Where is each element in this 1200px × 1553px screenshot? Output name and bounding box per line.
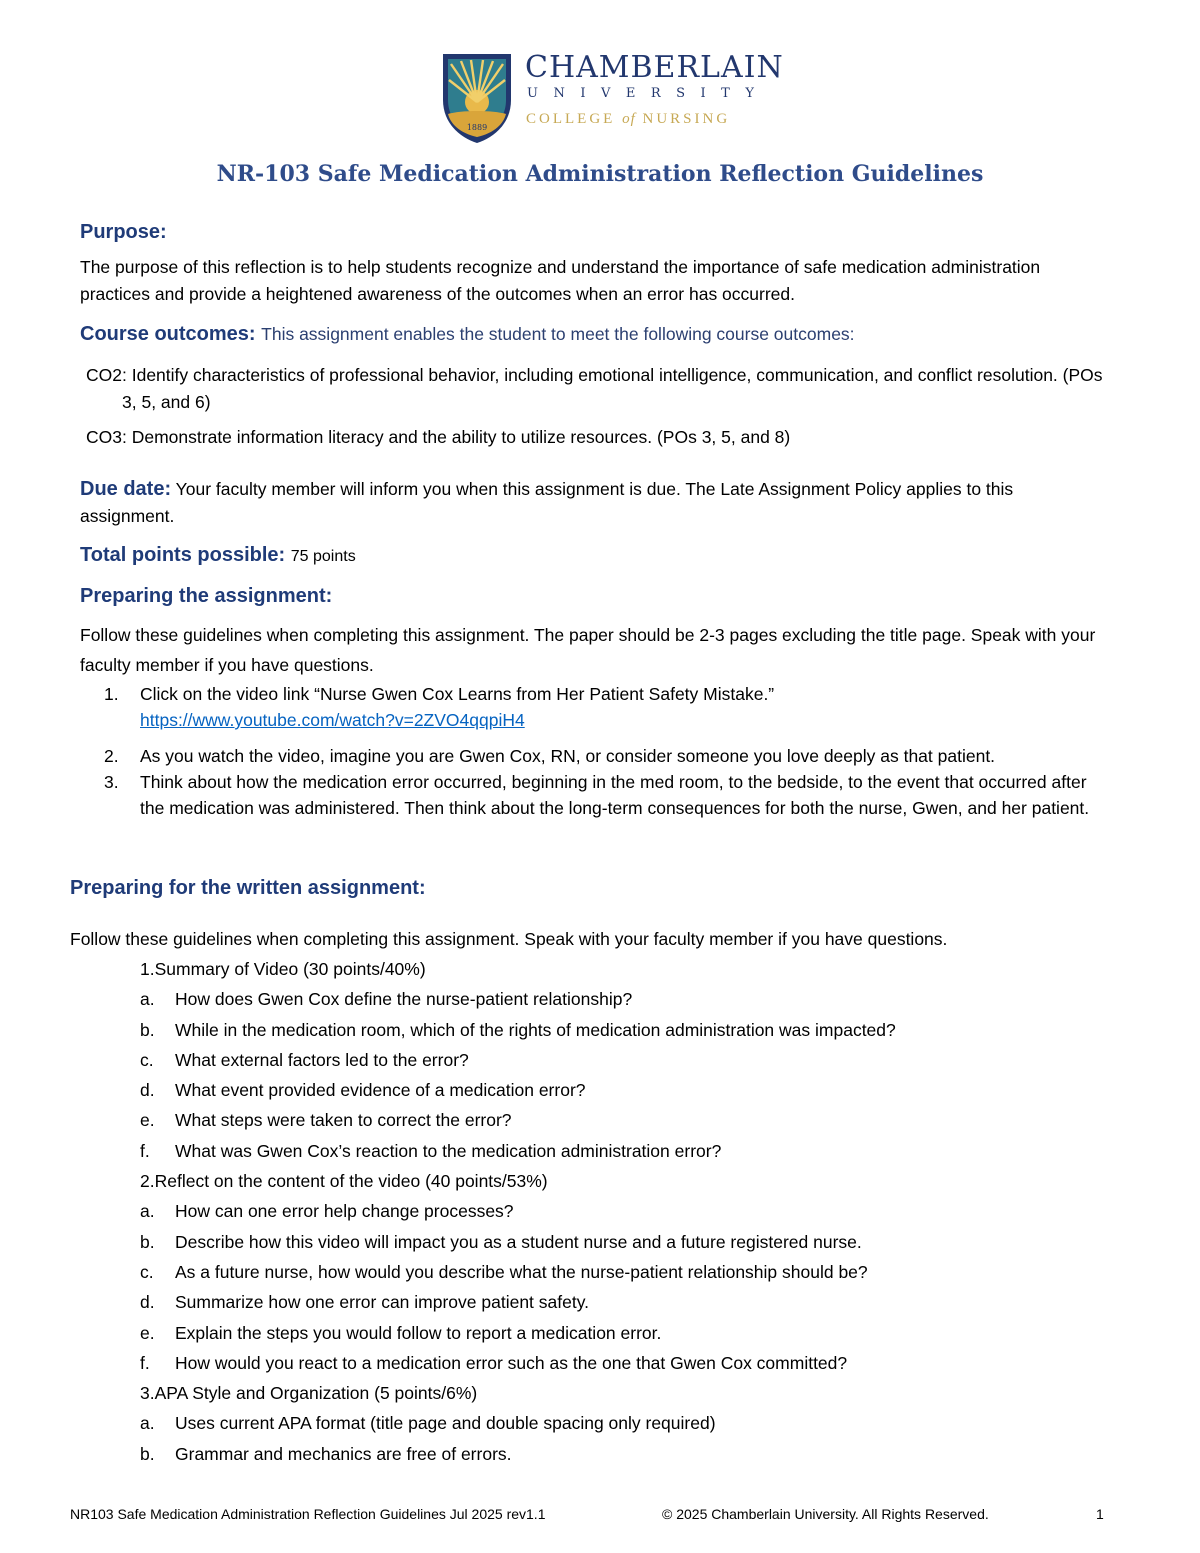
purpose-heading: Purpose:	[80, 221, 167, 243]
course-outcomes-heading: Course outcomes: This assignment enables the student to meet the following course outcomes:	[80, 323, 855, 345]
list-item: c. As a future nurse, how would you describe what the nurse-patient relationship should be?	[140, 1261, 868, 1282]
course-outcomes-list	[86, 362, 1116, 459]
due-date-heading: Due date:	[80, 478, 172, 500]
preparing-intro: Follow these guidelines when completing this assignment. The paper should be 2-3 pages excluding the title page. Speak with your faculty member if you have questions.	[80, 625, 1096, 675]
total-points: Total points possible: 75 points	[80, 544, 356, 566]
document-title: NR-103 Safe Medication Administration Reflection Guidelines	[216, 161, 984, 187]
course-outcomes-intro: This assignment enables the student to meet the following course outcomes:	[261, 324, 855, 344]
shield-seal-icon	[441, 52, 513, 144]
list-item: b. Grammar and mechanics are free of errors.	[140, 1443, 512, 1464]
video-link[interactable]: https://www.youtube.com/watch?v=2ZVO4qqpiH4	[140, 710, 525, 730]
due-date	[80, 476, 1110, 530]
list-item: 3.APA Style and Organization (5 points/6%) a. Uses current APA format (title page and double spacing only required) b. Grammar and mechanics are free of errors.	[104, 1378, 1114, 1469]
list-item: d. Summarize how one error can improve patient safety.	[140, 1292, 590, 1313]
list-item: f. How would you react to a medication error such as the one that Gwen Cox committed?	[140, 1352, 848, 1373]
list-item: 1. Click on the video link “Nurse Gwen Cox Learns from Her Patient Safety Mistake.” https://www.youtube.com/watch?v=2ZVO4qqpiH4	[104, 684, 775, 730]
brand-college: COLLEGE of NURSING	[526, 111, 731, 127]
list-item: a. Uses current APA format (title page and double spacing only required)	[140, 1413, 716, 1434]
preparing-heading: Preparing the assignment:	[80, 585, 333, 607]
footer-page-number: 1	[1096, 1506, 1104, 1522]
list-item: 2.Reflect on the content of the video (40 points/53%) a. How can one error help change processes? b. Describe how this video will impact you as a student nurse and a future registered nurse. c. As a future nurse, how would you describe what the nurse-patient relationship should be? d. Summarize how one error can improve patient safety. e. Explain the steps you would follow to report a medication error. f. How would you react to a medication error such as the one that Gwen Cox committed?	[104, 1166, 1114, 1378]
list-item: 1.Summary of Video (30 points/40%) a. How does Gwen Cox define the nurse-patient relationship? b. While in the medication room, which of the rights of medication administration was impacted? c. What external factors led to the error? d. What event provided evidence of a medication error? e. What steps were taken to correct the error? f. What was Gwen Cox’s reaction to the medication administration error?	[104, 954, 1114, 1166]
list-item: c. What external factors led to the error?	[140, 1049, 469, 1070]
footer-copyright: © 2025 Chamberlain University. All Rights Reserved.	[662, 1506, 989, 1522]
chamberlain-logo	[441, 50, 784, 144]
list-item: a. How does Gwen Cox define the nurse-patient relationship?	[140, 989, 633, 1010]
list-item: b. While in the medication room, which of the rights of medication administration was impacted?	[140, 1019, 896, 1040]
purpose-text: The purpose of this reflection is to help students recognize and understand the importance of safe medication administration practices and provide a heightened awareness of the outcomes when an error has occurred.	[80, 257, 1041, 304]
list-item: b. Describe how this video will impact you as a student nurse and a future registered nurse.	[140, 1231, 862, 1252]
list-item: CO2: Identify characteristics of professional behavior, including emotional intelligence, communication, and conflict resolution. (POs 3, 5, and 6)	[86, 365, 1103, 412]
list-item: f. What was Gwen Cox’s reaction to the medication administration error?	[140, 1140, 722, 1161]
list-item: 2. As you watch the video, imagine you are Gwen Cox, RN, or consider someone you love deeply as that patient.	[104, 746, 996, 766]
list-item: d. What event provided evidence of a medication error?	[140, 1080, 586, 1101]
list-item: e. Explain the steps you would follow to report a medication error.	[140, 1322, 662, 1343]
written-heading: Preparing for the written assignment:	[70, 877, 426, 899]
list-item: a. How can one error help change processes?	[140, 1201, 514, 1222]
svg-text:1889: 1889	[466, 123, 488, 132]
preparing-steps	[104, 681, 1114, 821]
list-item: e. What steps were taken to correct the error?	[140, 1110, 512, 1131]
brand-university: UNIVERSITY	[527, 86, 770, 101]
total-points-value: 75 points	[290, 548, 356, 565]
written-intro: Follow these guidelines when completing this assignment. Speak with your faculty member if you have questions.	[70, 929, 948, 949]
list-item: CO3: Demonstrate information literacy and the ability to utilize resources. (POs 3, 5, and 8)	[86, 427, 791, 447]
list-item: 3. Think about how the medication error occurred, beginning in the med room, to the bedside, to the event that occurred after the medication was administered. Then think about the long-term consequences for both the nurse, Gwen, and her patient.	[104, 772, 1090, 818]
due-date-text: Your faculty member will inform you when this assignment is due. The Late Assignment Policy applies to this assignment.	[80, 479, 1014, 526]
written-sections	[104, 954, 1114, 1469]
brand-name: CHAMBERLAIN	[525, 50, 784, 85]
footer-doc-info: NR103 Safe Medication Administration Reflection Guidelines Jul 2025 rev1.1	[70, 1506, 546, 1522]
